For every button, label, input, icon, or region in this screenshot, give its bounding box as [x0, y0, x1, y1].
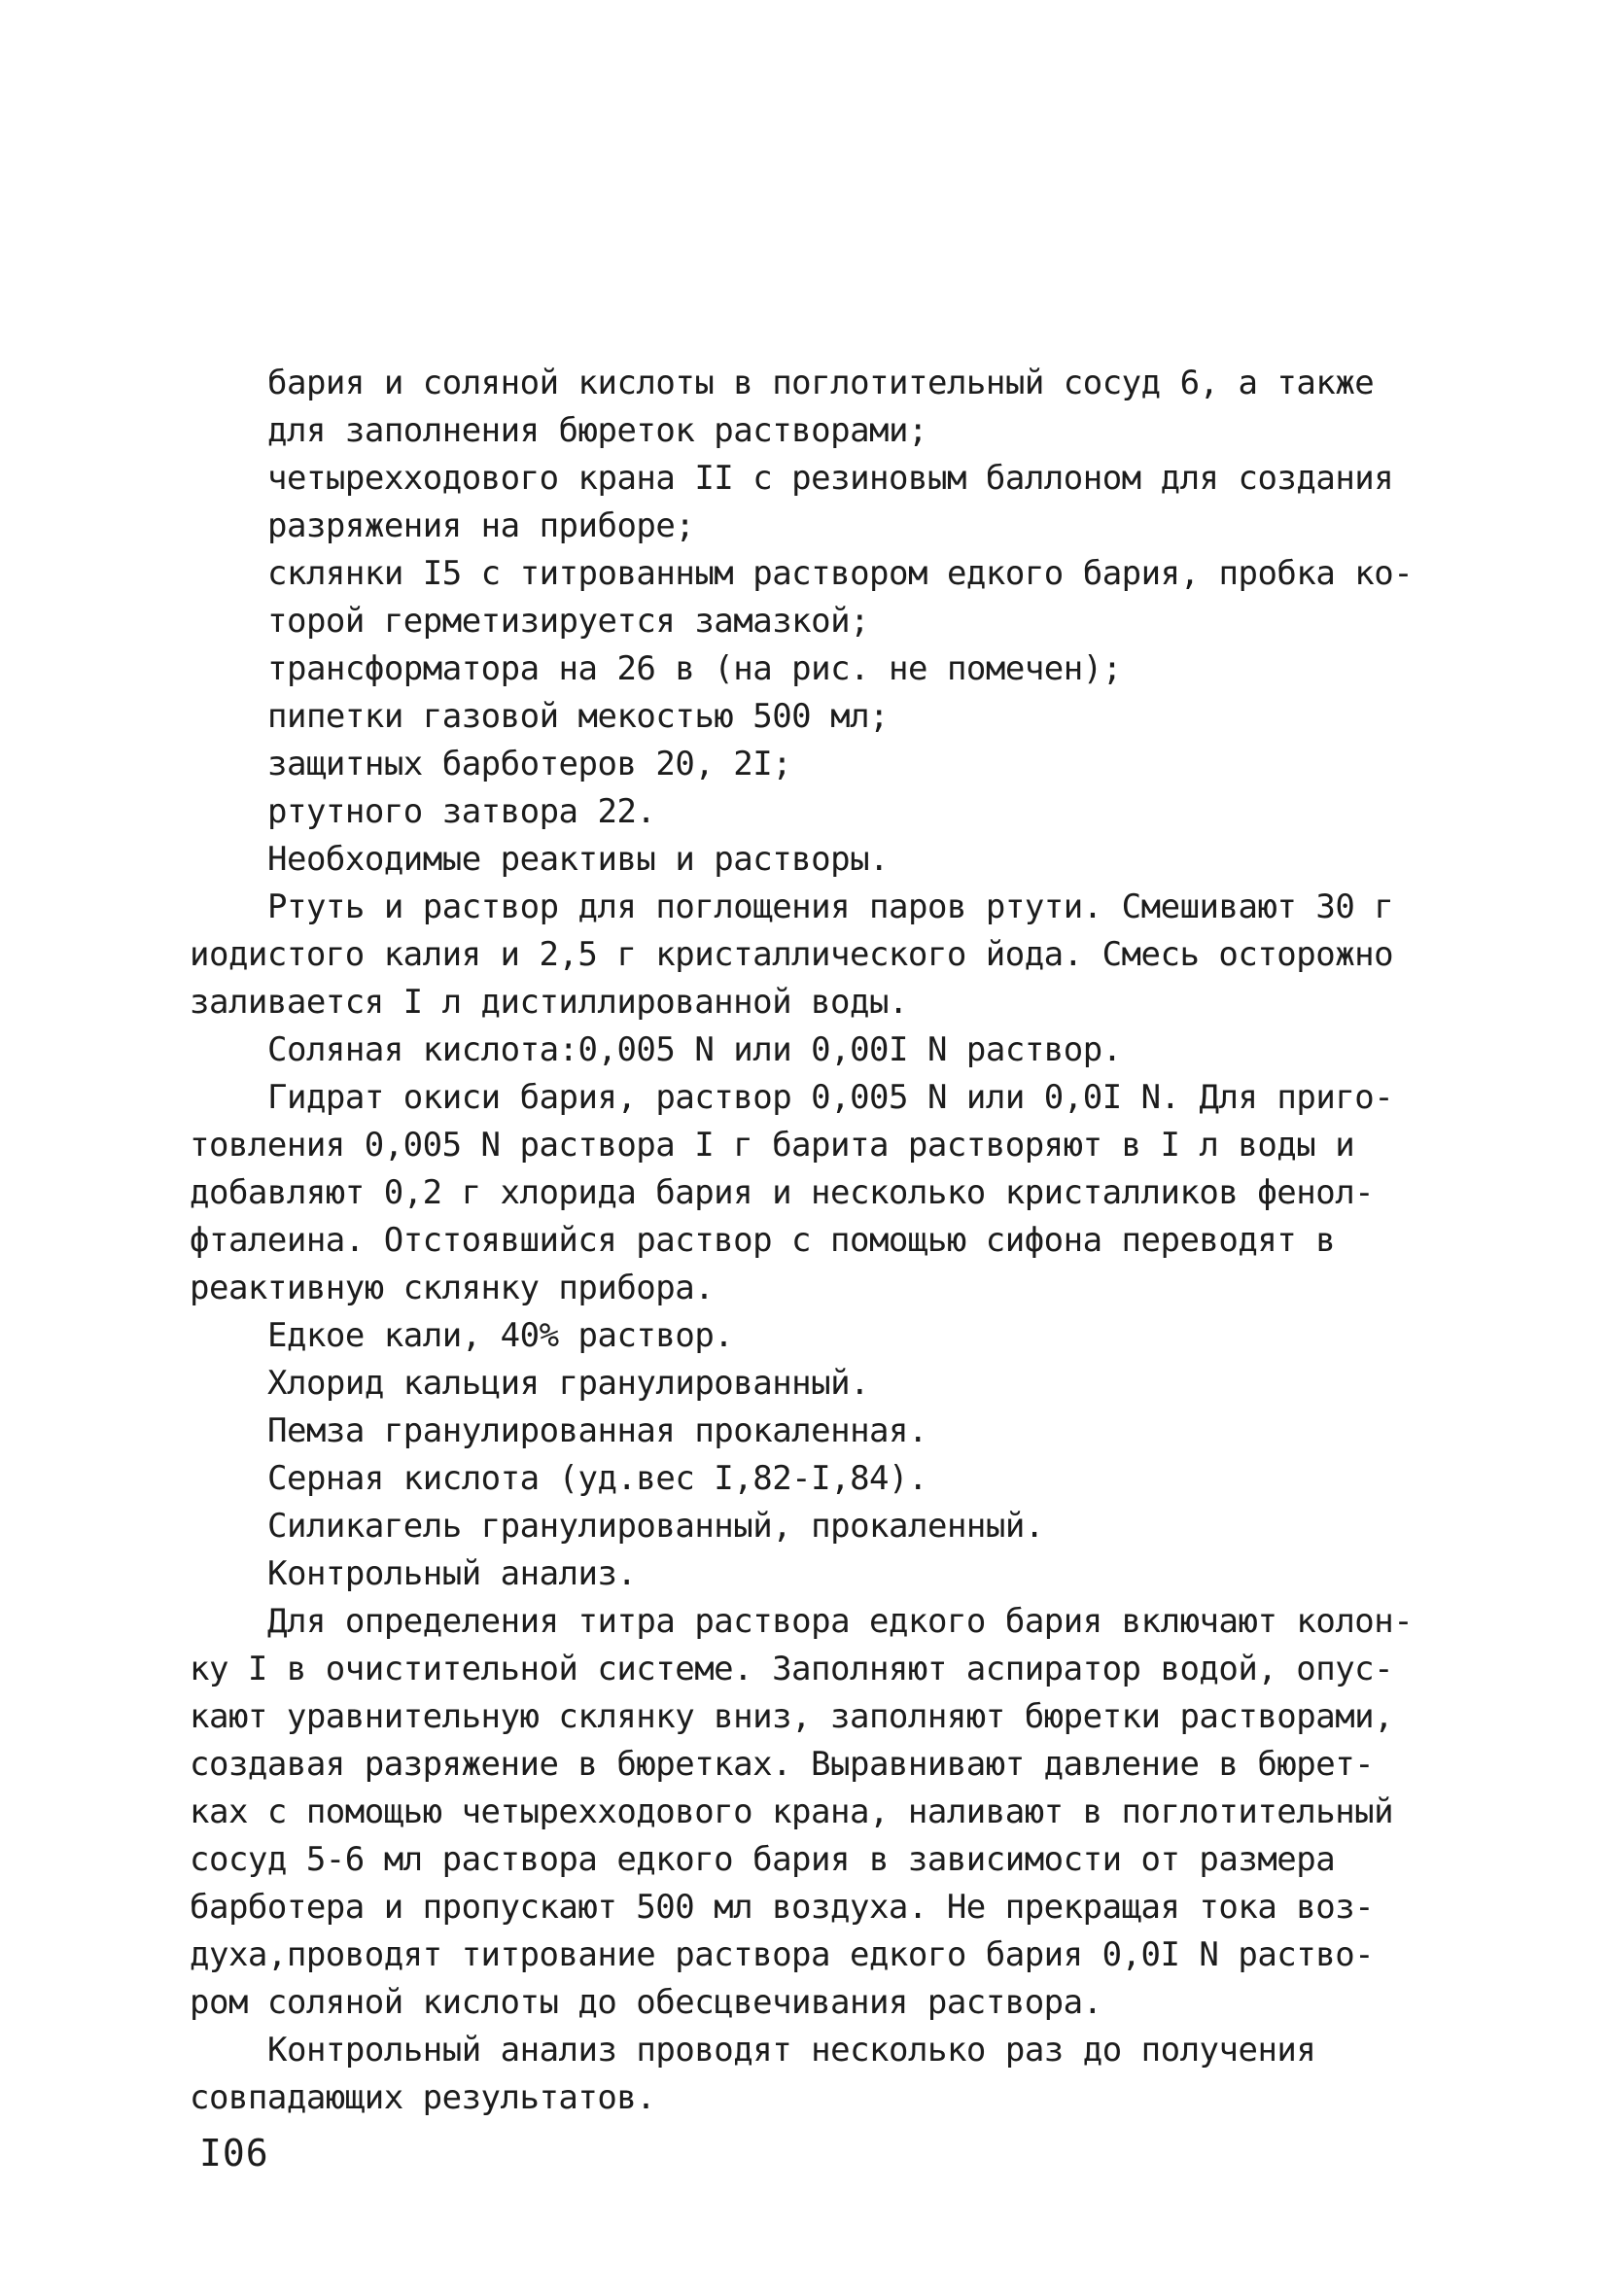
text-line: фталеина. Отстоявшийся раствор с помощью сифона переводят в: [190, 1221, 1336, 1260]
paragraph-start: Силикагель гранулированный, прокаленный.: [267, 1507, 1044, 1546]
text-line: духа,проводят титрование раствора едкого бария 0,0I N раство-: [190, 1935, 1375, 1974]
paragraph-start: Серная кислота (уд.вес I,82-I,84).: [267, 1459, 927, 1498]
page-number: I06: [199, 2132, 269, 2174]
section-heading: Контрольный анализ.: [267, 1554, 637, 1593]
text-line: торой герметизируется замазкой;: [267, 602, 870, 641]
text-line: товления 0,005 N раствора I г барита растворяют в I л воды и: [190, 1126, 1355, 1165]
text-line: ках с помощью четырехходового крана, наливают в поглотительный: [190, 1792, 1394, 1831]
paragraph-start: Контрольный анализ проводят несколько раз до получения: [267, 2031, 1316, 2070]
text-line: для заполнения бюреток растворами;: [267, 411, 927, 450]
text-line: иодистого калия и 2,5 г кристаллического йода. Смесь осторожно: [190, 935, 1394, 974]
text-line: склянки I5 с титрованным раствором едкого бария, пробка ко-: [267, 554, 1414, 593]
paragraph-start: Хлорид кальция гранулированный.: [267, 1364, 870, 1403]
text-line: кают уравнительную склянку вниз, заполняют бюретки растворами,: [190, 1697, 1394, 1736]
paragraph-start: Пемза гранулированная прокаленная.: [267, 1411, 927, 1450]
text-line: бария и соляной кислоты в поглотительный сосуд 6, а также: [267, 364, 1375, 402]
paragraph-start: Ртуть и раствор для поглощения паров ртути. Смешивают 30 г: [267, 887, 1394, 926]
paragraph-start: Для определения титра раствора едкого бария включают колон-: [267, 1602, 1414, 1641]
text-line: пипетки газовой мекостью 500 мл;: [267, 697, 890, 736]
text-line: ку I в очистительной системе. Заполняют аспиратор водой, опус-: [190, 1650, 1394, 1688]
text-line: четырехходового крана II с резиновым баллоном для создания: [267, 459, 1394, 498]
text-line: разряжения на приборе;: [267, 506, 695, 545]
text-line: сосуд 5-6 мл раствора едкого бария в зависимости от размера: [190, 1840, 1336, 1879]
text-line: реактивную склянку прибора.: [190, 1269, 715, 1307]
text-line: защитных барботеров 20, 2I;: [267, 745, 792, 783]
text-line: совпадающих результатов.: [190, 2078, 656, 2117]
text-line: заливается I л дистиллированной воды.: [190, 983, 908, 1022]
paragraph-start: Соляная кислота:0,005 N или 0,00I N раствор.: [267, 1030, 1122, 1069]
text-line: добавляют 0,2 г хлорида бария и несколько кристалликов фенол-: [190, 1173, 1375, 1212]
body-text: [190, 360, 1434, 2122]
text-line: ром соляной кислоты до обесцвечивания раствора.: [190, 1983, 1102, 2022]
text-line: ртутного затвора 22.: [267, 792, 656, 831]
section-heading: Необходимые реактивы и растворы.: [267, 840, 890, 879]
paragraph-start: Гидрат окиси бария, раствор 0,005 N или 0,0I N. Для приго-: [267, 1078, 1394, 1117]
text-line: трансформатора на 26 в (на рис. не помечен);: [267, 649, 1122, 688]
text-line: барботера и пропускают 500 мл воздуха. Не прекращая тока воз-: [190, 1888, 1375, 1927]
paragraph-start: Едкое кали, 40% раствор.: [267, 1316, 734, 1355]
text-line: создавая разряжение в бюретках. Выравнивают давление в бюрет-: [190, 1745, 1375, 1784]
